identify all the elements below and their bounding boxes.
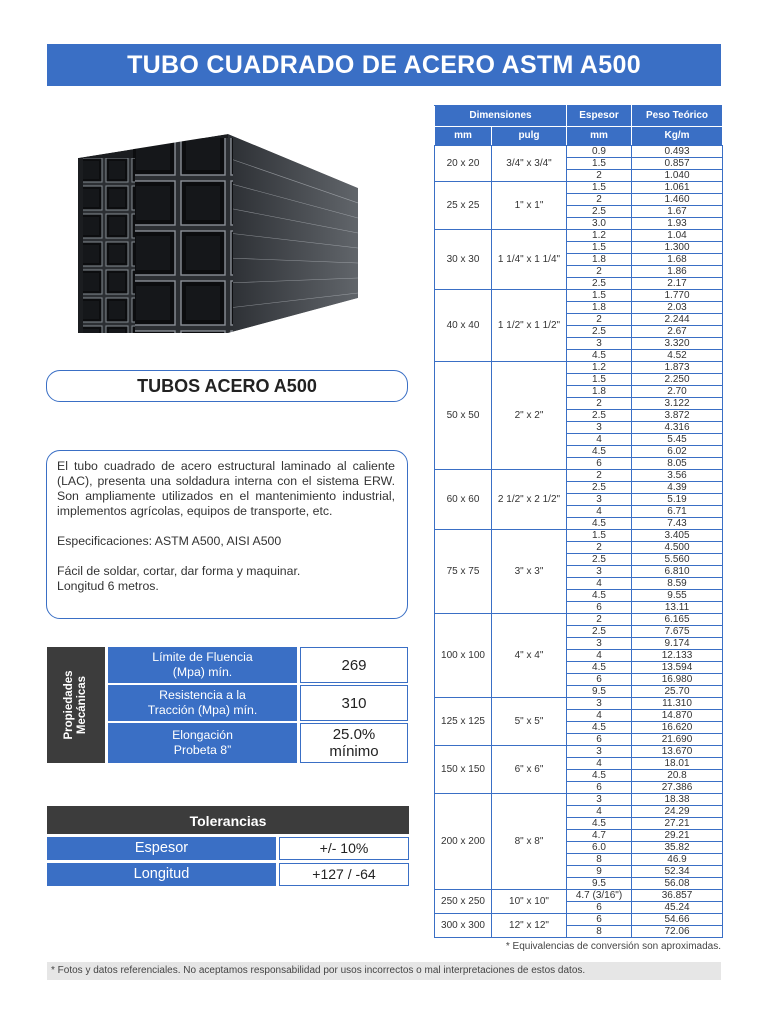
header-peso: Peso Teórico (632, 106, 723, 127)
thickness-cell: 4.5 (567, 446, 632, 458)
thickness-cell: 2 (567, 194, 632, 206)
property-label: Límite de Fluencia (Mpa) mín. (108, 647, 297, 683)
thickness-cell: 3 (567, 794, 632, 806)
thickness-cell: 2.5 (567, 206, 632, 218)
weight-cell: 14.870 (632, 710, 723, 722)
thickness-cell: 3 (567, 494, 632, 506)
property-row (108, 685, 408, 721)
weight-cell: 1.061 (632, 182, 723, 194)
dimension-mm-cell: 250 x 250 (435, 890, 492, 914)
thickness-cell: 4.5 (567, 590, 632, 602)
header-espesor: Espesor (567, 106, 632, 127)
weight-cell: 0.857 (632, 158, 723, 170)
table-row (435, 698, 723, 710)
weight-cell: 6.165 (632, 614, 723, 626)
thickness-cell: 2.5 (567, 278, 632, 290)
thickness-cell: 6 (567, 914, 632, 926)
thickness-cell: 6 (567, 902, 632, 914)
subheader-espesor-mm: mm (567, 127, 632, 146)
weight-cell: 1.68 (632, 254, 723, 266)
thickness-cell: 4.5 (567, 770, 632, 782)
weight-cell: 16.620 (632, 722, 723, 734)
weight-cell: 3.320 (632, 338, 723, 350)
subheader-pulg: pulg (492, 127, 567, 146)
tolerance-label: Longitud (47, 863, 276, 886)
weight-cell: 4.316 (632, 422, 723, 434)
dimension-mm-cell: 300 x 300 (435, 914, 492, 938)
thickness-cell: 0.9 (567, 146, 632, 158)
dimension-mm-cell: 200 x 200 (435, 794, 492, 890)
table-row (435, 890, 723, 902)
weight-cell: 3.122 (632, 398, 723, 410)
thickness-cell: 3 (567, 566, 632, 578)
tolerance-row (47, 837, 409, 860)
weight-cell: 4.500 (632, 542, 723, 554)
length-text: Longitud 6 metros. (57, 579, 159, 593)
table-row (435, 362, 723, 374)
tolerance-value: +/- 10% (279, 837, 409, 860)
thickness-cell: 1.8 (567, 386, 632, 398)
weight-cell: 1.460 (632, 194, 723, 206)
thickness-cell: 1.5 (567, 158, 632, 170)
weight-cell: 5.19 (632, 494, 723, 506)
property-label: Elongación Probeta 8” (108, 723, 297, 763)
weight-cell: 7.675 (632, 626, 723, 638)
weight-cell: 4.52 (632, 350, 723, 362)
thickness-cell: 2.5 (567, 410, 632, 422)
weight-cell: 8.05 (632, 458, 723, 470)
thickness-cell: 1.2 (567, 362, 632, 374)
weight-cell: 27.21 (632, 818, 723, 830)
thickness-cell: 2 (567, 314, 632, 326)
table-row (435, 914, 723, 926)
subtitle-pill: TUBOS ACERO A500 (46, 370, 408, 402)
thickness-cell: 6 (567, 734, 632, 746)
weight-cell: 6.810 (632, 566, 723, 578)
dimension-pulg-cell: 6" x 6" (492, 746, 567, 794)
thickness-cell: 2.5 (567, 626, 632, 638)
dimension-pulg-cell: 3" x 3" (492, 530, 567, 614)
table-row (435, 746, 723, 758)
thickness-cell: 4.5 (567, 818, 632, 830)
weight-cell: 0.493 (632, 146, 723, 158)
thickness-cell: 6.0 (567, 842, 632, 854)
dimension-pulg-cell: 4" x 4" (492, 614, 567, 698)
weight-cell: 1.93 (632, 218, 723, 230)
tolerances-header: Tolerancias (47, 806, 409, 834)
thickness-cell: 4 (567, 710, 632, 722)
dimension-mm-cell: 20 x 20 (435, 146, 492, 182)
thickness-cell: 9.5 (567, 878, 632, 890)
thickness-cell: 3 (567, 422, 632, 434)
weight-cell: 54.66 (632, 914, 723, 926)
table-row (435, 290, 723, 302)
table-row (435, 794, 723, 806)
tolerance-row (47, 863, 409, 886)
thickness-cell: 1.5 (567, 182, 632, 194)
weight-cell: 2.17 (632, 278, 723, 290)
property-value: 269 (300, 647, 408, 683)
properties-side-label (47, 647, 105, 763)
thickness-cell: 1.8 (567, 254, 632, 266)
thickness-cell: 6 (567, 602, 632, 614)
table-row (435, 530, 723, 542)
weight-cell: 3.56 (632, 470, 723, 482)
weight-cell: 13.594 (632, 662, 723, 674)
thickness-cell: 2 (567, 542, 632, 554)
dimension-mm-cell: 40 x 40 (435, 290, 492, 362)
dimension-pulg-cell: 12" x 12" (492, 914, 567, 938)
weight-cell: 13.670 (632, 746, 723, 758)
dimension-mm-cell: 60 x 60 (435, 470, 492, 530)
weight-cell: 29.21 (632, 830, 723, 842)
dimension-pulg-cell: 10" x 10" (492, 890, 567, 914)
weight-cell: 18.38 (632, 794, 723, 806)
thickness-cell: 3 (567, 746, 632, 758)
dimension-mm-cell: 125 x 125 (435, 698, 492, 746)
dimension-mm-cell: 30 x 30 (435, 230, 492, 290)
weight-cell: 16.980 (632, 674, 723, 686)
weight-cell: 52.34 (632, 866, 723, 878)
weight-cell: 2.70 (632, 386, 723, 398)
thickness-cell: 6 (567, 782, 632, 794)
dimension-mm-cell: 150 x 150 (435, 746, 492, 794)
thickness-cell: 3 (567, 698, 632, 710)
dimension-pulg-cell: 2 1/2" x 2 1/2" (492, 470, 567, 530)
weight-cell: 56.08 (632, 878, 723, 890)
weight-cell: 18.01 (632, 758, 723, 770)
thickness-cell: 6 (567, 674, 632, 686)
thickness-cell: 4.7 (567, 830, 632, 842)
subheader-mm: mm (435, 127, 492, 146)
weight-cell: 3.872 (632, 410, 723, 422)
weight-cell: 5.45 (632, 434, 723, 446)
weight-cell: 3.405 (632, 530, 723, 542)
tolerance-label: Espesor (47, 837, 276, 860)
thickness-cell: 9.5 (567, 686, 632, 698)
weight-cell: 36.857 (632, 890, 723, 902)
thickness-cell: 2 (567, 614, 632, 626)
weight-cell: 9.55 (632, 590, 723, 602)
thickness-cell: 4.7 (3/16") (567, 890, 632, 902)
weight-cell: 2.03 (632, 302, 723, 314)
dimension-pulg-cell: 3/4" x 3/4" (492, 146, 567, 182)
disclaimer-footer: * Fotos y datos referenciales. No aceptamos responsabilidad por usos incorrectos o mal interpretaciones de estos datos. (47, 962, 721, 980)
property-value: 25.0% mínimo (300, 723, 408, 763)
weight-cell: 20.8 (632, 770, 723, 782)
weight-cell: 13.11 (632, 602, 723, 614)
thickness-cell: 2 (567, 266, 632, 278)
subheader-kgm: Kg/m (632, 127, 723, 146)
weight-cell: 2.244 (632, 314, 723, 326)
weight-cell: 1.873 (632, 362, 723, 374)
thickness-cell: 4 (567, 650, 632, 662)
thickness-cell: 2.5 (567, 326, 632, 338)
table-row (435, 182, 723, 194)
table-row (435, 470, 723, 482)
thickness-cell: 2 (567, 170, 632, 182)
weight-cell: 6.71 (632, 506, 723, 518)
dimensions-table (434, 105, 723, 938)
weight-cell: 45.24 (632, 902, 723, 914)
weight-cell: 1.67 (632, 206, 723, 218)
weight-cell: 7.43 (632, 518, 723, 530)
tolerances-table (47, 806, 409, 886)
table-row (435, 146, 723, 158)
thickness-cell: 4 (567, 806, 632, 818)
description-paragraph: El tubo cuadrado de acero estructural laminado al caliente (LAC), presenta una soldadura interna con el sistema ERW. Son ampliamente utilizados en el mantenimiento industrial, implementos agrícolas, equipos de transporte, etc. (57, 459, 395, 518)
property-value: 310 (300, 685, 408, 721)
table-row (435, 614, 723, 626)
weight-cell: 1.86 (632, 266, 723, 278)
thickness-cell: 4 (567, 506, 632, 518)
conversion-note: * Equivalencias de conversión son aproximadas. (505, 941, 721, 952)
weight-cell: 27.386 (632, 782, 723, 794)
weight-cell: 24.29 (632, 806, 723, 818)
thickness-cell: 1.5 (567, 374, 632, 386)
property-label: Resistencia a la Tracción (Mpa) mín. (108, 685, 297, 721)
header-dimensiones: Dimensiones (435, 106, 567, 127)
thickness-cell: 2.5 (567, 554, 632, 566)
workability-text: Fácil de soldar, cortar, dar forma y maquinar. (57, 564, 301, 578)
weight-cell: 2.250 (632, 374, 723, 386)
thickness-cell: 3 (567, 338, 632, 350)
specifications-text: Especificaciones: ASTM A500, AISI A500 (57, 534, 282, 548)
weight-cell: 1.300 (632, 242, 723, 254)
weight-cell: 21.690 (632, 734, 723, 746)
thickness-cell: 4.5 (567, 518, 632, 530)
weight-cell: 6.02 (632, 446, 723, 458)
dimension-pulg-cell: 1 1/2" x 1 1/2" (492, 290, 567, 362)
thickness-cell: 1.5 (567, 290, 632, 302)
tolerance-value: +127 / -64 (279, 863, 409, 886)
thickness-cell: 8 (567, 926, 632, 938)
side-label-line: Propiedades (63, 670, 75, 740)
thickness-cell: 4 (567, 578, 632, 590)
steel-tubes-photo (78, 128, 358, 338)
thickness-cell: 4.5 (567, 350, 632, 362)
dimensions-table-body (435, 146, 723, 938)
weight-cell: 4.39 (632, 482, 723, 494)
weight-cell: 1.040 (632, 170, 723, 182)
dimension-pulg-cell: 1" x 1" (492, 182, 567, 230)
weight-cell: 46.9 (632, 854, 723, 866)
weight-cell: 1.04 (632, 230, 723, 242)
thickness-cell: 4 (567, 434, 632, 446)
thickness-cell: 8 (567, 854, 632, 866)
thickness-cell: 4.5 (567, 722, 632, 734)
weight-cell: 9.174 (632, 638, 723, 650)
side-label-line: Mecánicas (76, 675, 88, 735)
thickness-cell: 9 (567, 866, 632, 878)
thickness-cell: 4.5 (567, 662, 632, 674)
weight-cell: 5.560 (632, 554, 723, 566)
table-row (435, 230, 723, 242)
thickness-cell: 2 (567, 398, 632, 410)
weight-cell: 72.06 (632, 926, 723, 938)
thickness-cell: 6 (567, 458, 632, 470)
weight-cell: 1.770 (632, 290, 723, 302)
thickness-cell: 1.5 (567, 530, 632, 542)
thickness-cell: 2 (567, 470, 632, 482)
thickness-cell: 4 (567, 758, 632, 770)
dimension-pulg-cell: 5" x 5" (492, 698, 567, 746)
dimension-mm-cell: 100 x 100 (435, 614, 492, 698)
dimension-mm-cell: 75 x 75 (435, 530, 492, 614)
thickness-cell: 3.0 (567, 218, 632, 230)
page-title: TUBO CUADRADO DE ACERO ASTM A500 (47, 44, 721, 86)
dimension-mm-cell: 50 x 50 (435, 362, 492, 470)
dimension-pulg-cell: 2" x 2" (492, 362, 567, 470)
description-box (46, 450, 408, 619)
weight-cell: 25.70 (632, 686, 723, 698)
weight-cell: 35.82 (632, 842, 723, 854)
weight-cell: 2.67 (632, 326, 723, 338)
thickness-cell: 2.5 (567, 482, 632, 494)
dimension-mm-cell: 25 x 25 (435, 182, 492, 230)
thickness-cell: 1.2 (567, 230, 632, 242)
thickness-cell: 3 (567, 638, 632, 650)
weight-cell: 8.59 (632, 578, 723, 590)
weight-cell: 11.310 (632, 698, 723, 710)
thickness-cell: 1.8 (567, 302, 632, 314)
mechanical-properties (47, 647, 408, 763)
dimension-pulg-cell: 1 1/4" x 1 1/4" (492, 230, 567, 290)
weight-cell: 12.133 (632, 650, 723, 662)
property-row (108, 647, 408, 683)
dimension-pulg-cell: 8" x 8" (492, 794, 567, 890)
property-row (108, 723, 408, 763)
thickness-cell: 1.5 (567, 242, 632, 254)
